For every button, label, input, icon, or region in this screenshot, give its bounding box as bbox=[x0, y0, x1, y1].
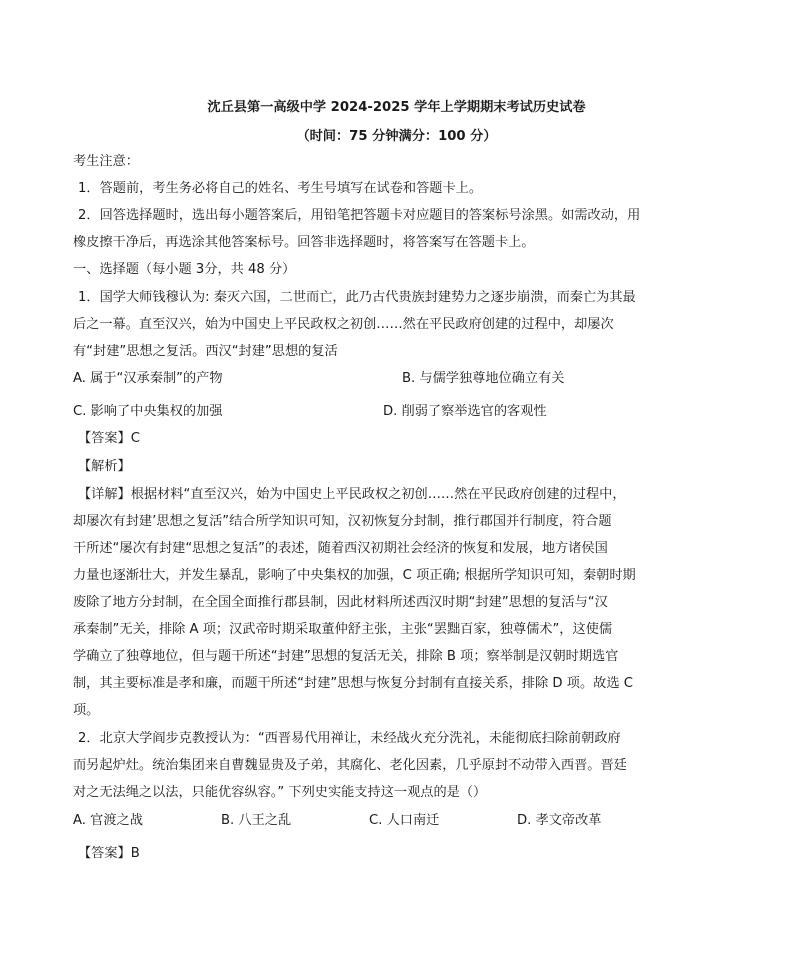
section-heading: 一、选择题（每小题 3分，共 48 分） bbox=[73, 262, 296, 277]
q2-option-d: D. 孝文帝改革 bbox=[517, 813, 602, 828]
q1-analysis-heading: 【解析】 bbox=[78, 459, 131, 474]
q1-detail-line-7: 学确立了独尊地位，但与题干所述“封建”思想的复活无关，排除 B 项；察举制是汉朝时期选官 bbox=[73, 649, 619, 664]
q1-option-a: A. 属于“汉承秦制”的产物 bbox=[73, 371, 223, 386]
notice-item-2: 2．回答选择题时，选出每小题答案后，用铅笔把答题卡对应题目的答案标号涂黑。如需改动，用 bbox=[78, 208, 641, 223]
q2-stem-line-1: 2．北京大学阎步克教授认为：“西晋易代用禅让，未经战火充分洗礼，未能彻底扫除前朝政府 bbox=[78, 731, 621, 746]
q2-option-b: B. 八王之乱 bbox=[221, 813, 292, 828]
notice-heading: 考生注意： bbox=[73, 154, 139, 169]
q1-detail-line-5: 废除了地方分封制，在全国全面推行郡县制，因此材料所述西汉时期“封建”思想的复活与“汉 bbox=[73, 595, 608, 610]
q1-detail-line-6: 承秦制”无关，排除 A 项；汉武帝时期采取董仲舒主张，主张“罢黜百家，独尊儒术”，这使儒 bbox=[73, 622, 613, 637]
q1-detail-line-2: 却屡次有封建’思想之复活”结合所学知识可知，汉初恢复分封制，推行郡国并行制度，符合题 bbox=[73, 514, 612, 529]
notice-item-2-cont: 橡皮擦干净后，再选涂其他答案标号。回答非选择题时，将答案写在答题卡上。 bbox=[73, 235, 535, 250]
q1-option-b: B. 与儒学独尊地位确立有关 bbox=[402, 371, 565, 386]
q1-detail-line-1: 【详解】根据材料“直至汉兴，始为中国史上平民政权之初创……然在平民政府创建的过程中， bbox=[78, 487, 626, 502]
q2-option-c: C. 人口南迁 bbox=[369, 813, 440, 828]
q1-detail-line-4: 力量也逐渐壮大，并发生暴乱，影响了中央集权的加强，C 项正确; 根据所学知识可知，秦朝时期 bbox=[73, 568, 636, 583]
q1-detail-line-8: 制，其主要标准是孝和廉，而题干所述“封建”思想与恢复分封制有直接关系，排除 D 项。故选 C bbox=[73, 676, 633, 691]
q2-stem-line-2: 而另起炉灶。统治集团来自曹魏显贵及子弟，其腐化、老化因素，几乎原封不动带入西晋。晋廷 bbox=[73, 758, 627, 773]
exam-subtitle: （时间：75 分钟满分：100 分） bbox=[296, 129, 497, 144]
q1-stem-line-3: 有“封建”思想之复活。西汉“封建”思想的复活 bbox=[73, 344, 338, 359]
q1-detail-line-3: 干所述“屡次有封建“思想之复活”的表述，随着西汉初期社会经济的恢复和发展，地方诸侯国 bbox=[73, 541, 608, 556]
q1-answer: 【答案】C bbox=[78, 431, 140, 446]
q2-option-a: A. 官渡之战 bbox=[73, 813, 143, 828]
q1-stem-line-1: 1．国学大师钱穆认为: 秦灭六国，二世而亡，此乃古代贵族封建势力之逐步崩溃，而秦亡为其最 bbox=[78, 290, 636, 305]
notice-item-1: 1．答题前，考生务必将自己的姓名、考生号填写在试卷和答题卡上。 bbox=[78, 181, 483, 196]
q1-stem-line-2: 后之一幕。直至汉兴，始为中国史上平民政权之初创……然在平民政府创建的过程中，却屡次 bbox=[73, 317, 614, 332]
q1-option-c: C. 影响了中央集权的加强 bbox=[73, 404, 223, 419]
q1-detail-line-9: 项。 bbox=[73, 703, 100, 718]
q2-answer: 【答案】B bbox=[78, 846, 140, 861]
exam-title: 沈丘县第一高级中学 2024-2025 学年上学期期末考试历史试卷 bbox=[207, 100, 586, 115]
q2-stem-line-3: 对之无法绳之以法，只能优容纵容。” 下列史实能支持这一观点的是（） bbox=[73, 785, 487, 800]
q1-option-d: D. 削弱了察举选官的客观性 bbox=[383, 404, 547, 419]
